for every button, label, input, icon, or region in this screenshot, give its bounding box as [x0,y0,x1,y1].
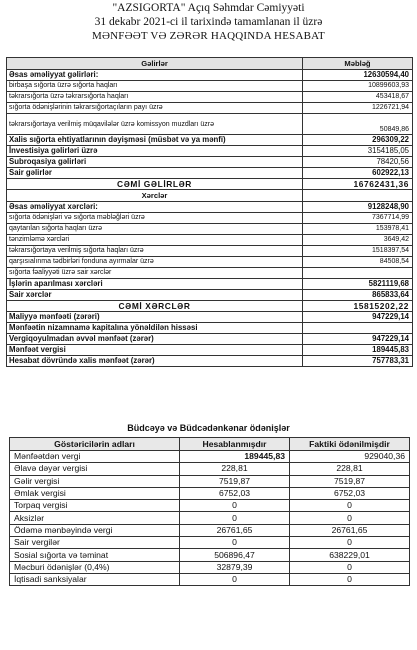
table-row [10,500,410,512]
row-label: Əsas əməliyyat gəlirləri: [7,70,303,81]
table-row [7,92,413,103]
tax-name: Sair vergilər [10,537,180,549]
table-row [7,323,413,334]
row-label: Mənfəət vergisi [7,345,303,356]
table-row [10,451,410,463]
row-label: qarşısıalınma tədbirləri fonduna ayırmalar üzrə [7,257,303,268]
row-amount: 10899603,93 [303,81,413,92]
row-label: sığorta ödənişləri və sığorta məbləğləri üzrə [7,213,303,224]
row-label: sığorta fəaliyyəti üzrə sair xərclər [7,268,303,279]
expenses-section-header [7,190,413,202]
row-amount: 189445,83 [303,345,413,356]
row-amount: 5821119,68 [303,279,413,290]
row-amount: 1518397,54 [303,246,413,257]
table-row [10,537,410,549]
table-row [10,463,410,475]
table-row [7,290,413,301]
paid-amount: 638229,01 [290,549,410,561]
row-amount: 9128248,90 [303,202,413,213]
paid-amount: 7519,87 [290,475,410,487]
table-row [7,257,413,268]
accrued-amount: 228,81 [180,463,290,475]
amount-column-header: Məbləğ [303,58,413,70]
total-income-amount: 16762431,36 [303,179,413,190]
row-label: sığorta ödənişlərinin təkrarsığortaçıların payı üzrə [7,103,303,114]
tax-name: Sosial sığorta və təminat [10,549,180,561]
row-label: Mənfəətin nizamnamə kapitalına yönəldilən hissəsi [7,323,303,334]
indicator-column-header: Göstəricilərin adları [10,438,180,451]
budget-payments-table [9,437,410,586]
accrued-amount: 7519,87 [180,475,290,487]
table-row [7,268,413,279]
row-label: təkrarsığortaya verilmiş sığorta haqları üzrə [7,246,303,257]
paid-amount: 228,81 [290,463,410,475]
accrued-amount: 0 [180,500,290,512]
row-amount: 947229,14 [303,312,413,323]
tax-name: Ödəmə mənbəyində vergi [10,524,180,536]
row-amount [303,323,413,334]
income-table-header [7,58,413,70]
table-row [7,345,413,356]
table-row [7,312,413,323]
table-row [7,114,413,135]
row-label: qaytarılan sığorta haqları üzrə [7,224,303,235]
row-label: Hesabat dövründə xalis mənfəət (zərər) [7,356,303,367]
table-row [7,135,413,146]
accrued-amount: 26761,65 [180,524,290,536]
row-label: Subroqasiya gəlirləri [7,157,303,168]
paid-amount: 26761,65 [290,524,410,536]
row-amount: 453418,67 [303,92,413,103]
table-row [10,475,410,487]
table-row [7,202,413,213]
expenses-header-spacer [303,190,413,202]
tax-name: Əlavə dəyər vergisi [10,463,180,475]
row-label: Vergiqoyulmadan əvvəl mənfəət (zərər) [7,334,303,345]
accrued-amount: 32879,39 [180,561,290,573]
accrued-amount: 0 [180,512,290,524]
row-amount: 3649,42 [303,235,413,246]
table-row [10,487,410,499]
row-amount: 865833,64 [303,290,413,301]
row-amount: 84508,54 [303,257,413,268]
budget-section-title: Büdcəyə və Büdcədənkənar ödənişlər [127,423,290,433]
row-label: Sair gəlirlər [7,168,303,179]
row-label: Maliyyə mənfəəti (zərəri) [7,312,303,323]
row-amount [303,268,413,279]
row-label: İnvestisiya gəlirləri üzrə [7,146,303,157]
report-title: MƏNFƏƏT VƏ ZƏRƏR HAQQINDA HESABAT [92,30,325,42]
table-row [10,524,410,536]
row-label: təkrarsığortaya verilmiş müqavilələr üzrə komissyon muzdları üzrə [7,114,303,135]
total-income-row [7,179,413,190]
table-row [7,103,413,114]
row-amount: 296309,22 [303,135,413,146]
table-row [10,573,410,585]
accrued-amount: 189445,83 [180,451,290,463]
accrued-amount: 0 [180,537,290,549]
row-amount: 50849,86 [303,114,413,135]
income-statement-table [6,57,413,367]
table-row [7,356,413,367]
tax-name: İqtisadi sanksiyalar [10,573,180,585]
table-row [7,168,413,179]
row-label: Xalis sığorta ehtiyatlarının dəyişməsi (müsbət və ya mənfi) [7,135,303,146]
accrued-amount: 506896,47 [180,549,290,561]
row-label: Əsas əməliyyat xərcləri: [7,202,303,213]
row-amount: 153978,41 [303,224,413,235]
paid-amount: 0 [290,537,410,549]
tax-name: Aksizlər [10,512,180,524]
row-amount: 947229,14 [303,334,413,345]
table-row [7,146,413,157]
table-row [7,213,413,224]
paid-amount: 6752,03 [290,487,410,499]
paid-column-header: Faktiki ödənilmişdir [290,438,410,451]
total-income-label: CƏMİ GƏLİRLƏR [7,179,303,190]
table-row [7,246,413,257]
accrued-amount: 0 [180,573,290,585]
table-row [7,224,413,235]
table-row [7,334,413,345]
expenses-header-label: Xərclər [7,190,303,202]
tax-name: Torpaq vergisi [10,500,180,512]
row-label: birbaşa sığorta üzrə sığorta haqları [7,81,303,92]
paid-amount: 0 [290,512,410,524]
row-amount: 1226721,94 [303,103,413,114]
row-label: tənzimləmə xərcləri [7,235,303,246]
row-label: İşlərin aparılması xərcləri [7,279,303,290]
company-name: "AZSIGORTA" Açıq Səhmdar Cəmiyyəti [112,2,305,14]
table-row [7,81,413,92]
row-label: Sair xərclər [7,290,303,301]
row-amount: 3154185,05 [303,146,413,157]
tax-name: Məcburi ödənişlər (0,4%) [10,561,180,573]
report-period: 31 dekabr 2021-ci il tarixində tamamlanan il üzrə [94,16,323,28]
paid-amount: 0 [290,573,410,585]
paid-amount: 929040,36 [290,451,410,463]
row-amount: 602922,13 [303,168,413,179]
income-column-header: Gəlirlər [7,58,303,70]
row-amount: 12630594,40 [303,70,413,81]
table-row [10,561,410,573]
row-amount: 78420,56 [303,157,413,168]
paid-amount: 0 [290,500,410,512]
accrued-amount: 6752,03 [180,487,290,499]
table-row [10,549,410,561]
table-row [7,70,413,81]
tax-name: Əmlak vergisi [10,487,180,499]
accrued-column-header: Hesablanmışdır [180,438,290,451]
tax-name: Mənfəətdən vergi [10,451,180,463]
paid-amount: 0 [290,561,410,573]
total-expenses-row [7,301,413,312]
row-amount: 7367714,99 [303,213,413,224]
row-label: təkrarsığorta üzrə təkrarsığorta haqları [7,92,303,103]
total-expenses-amount: 15815202,22 [303,301,413,312]
budget-table-header [10,438,410,451]
total-expenses-label: CƏMİ XƏRCLƏR [7,301,303,312]
table-row [7,235,413,246]
table-row [7,279,413,290]
table-row [10,512,410,524]
table-row [7,157,413,168]
row-amount: 757783,31 [303,356,413,367]
tax-name: Gəlir vergisi [10,475,180,487]
